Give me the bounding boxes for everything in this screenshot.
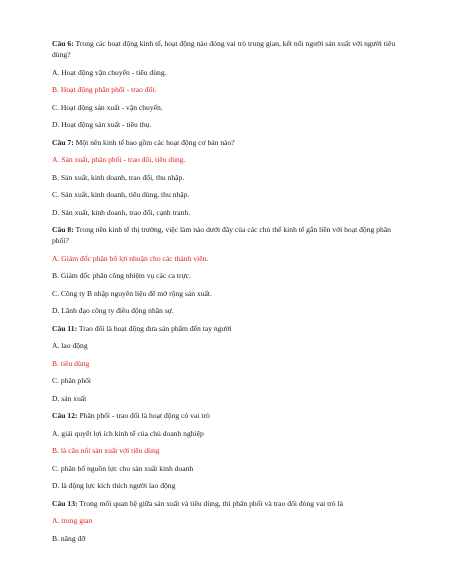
answer-option: D. là động lực kích thích người lao động — [52, 481, 176, 490]
question-number: Câu 13: — [52, 498, 78, 508]
answer-option: A. giải quyết lợi ích kinh tế của chủ doanh nghiệp — [52, 428, 204, 438]
question-text: Trao đổi là hoạt động đưa sản phẩm đến tay người — [78, 323, 232, 333]
question-number: Câu 11: — [52, 323, 78, 333]
answer-option: A. lao động — [52, 341, 88, 350]
question-number: Câu 6: — [52, 39, 74, 48]
question-stem — [52, 137, 402, 148]
answer-option-correct: A. Sản xuất, phân phối - trao đổi, tiêu dùng. — [52, 155, 186, 164]
answer-option: C. phân bổ nguồn lực cho sản xuất kinh doanh — [52, 463, 194, 473]
answer-option: A. Hoạt động vận chuyển - tiêu dùng. — [52, 67, 167, 77]
answer-option-correct: A. Giám đốc phân bổ lợi nhuận cho các thành viên. — [52, 253, 209, 263]
question-number: Câu 12: — [52, 411, 78, 420]
document-page — [52, 38, 402, 550]
question-stem — [52, 410, 402, 421]
question-number: Câu 7: — [52, 137, 74, 147]
question-text: Một nền kinh tế bao gồm các hoạt động cơ bản nào? — [75, 137, 235, 147]
question-text: Phân phối - trao đổi là hoạt động có vai trò — [79, 411, 210, 420]
answer-option-correct: B. là cầu nối sản xuất với tiêu dùng — [52, 446, 160, 455]
answer-option: C. phân phối — [52, 376, 92, 385]
answer-option: B. Sản xuất, kinh doanh, trao đổi, thu nhập. — [52, 172, 185, 182]
question-stem — [52, 38, 402, 60]
question-stem — [52, 498, 402, 509]
answer-option: C. Sản xuất, kinh doanh, tiêu dùng, thu nhập. — [52, 190, 190, 199]
answer-option: C. Công ty B nhập nguyên liệu để mở rộng sản xuất. — [52, 288, 212, 298]
question-text: Trong nền kinh tế thị trường, việc làm nào dưới đây của các chủ thể kinh tế gắn liền với hoạt động phân phối? — [52, 225, 391, 245]
answer-option-correct: B. Hoạt động phân phối - trao đổi. — [52, 85, 157, 94]
answer-option: D. sản xuất — [52, 393, 87, 403]
question-stem — [52, 224, 402, 246]
answer-option: B. Giám đốc phân công nhiệm vụ các ca trực. — [52, 271, 191, 280]
question-text: Trong mối quan hệ giữa sản xuất và tiêu dùng, thì phân phối và trao đổi đóng vai trò là — [79, 498, 343, 508]
question-text: Trong các hoạt động kinh tế, hoạt động nào đóng vai trò trung gian, kết nối người sản xuất với người tiêu dùng? — [52, 39, 396, 59]
answer-option-correct: B. tiêu dùng — [52, 358, 90, 368]
answer-option: B. nâng đỡ — [52, 533, 86, 543]
question-stem — [52, 323, 402, 334]
answer-option: C. Hoạt động sản xuất - vận chuyển. — [52, 102, 163, 112]
answer-option-correct: A. trung gian — [52, 516, 93, 525]
question-number: Câu 8: — [52, 225, 74, 234]
answer-option: D. Sản xuất, kinh doanh, trao đổi, cạnh tranh. — [52, 207, 191, 217]
answer-option: D. Lãnh đạo công ty điều động nhân sự. — [52, 306, 174, 315]
answer-option: D. Hoạt động sản xuất - tiêu thụ. — [52, 120, 152, 129]
